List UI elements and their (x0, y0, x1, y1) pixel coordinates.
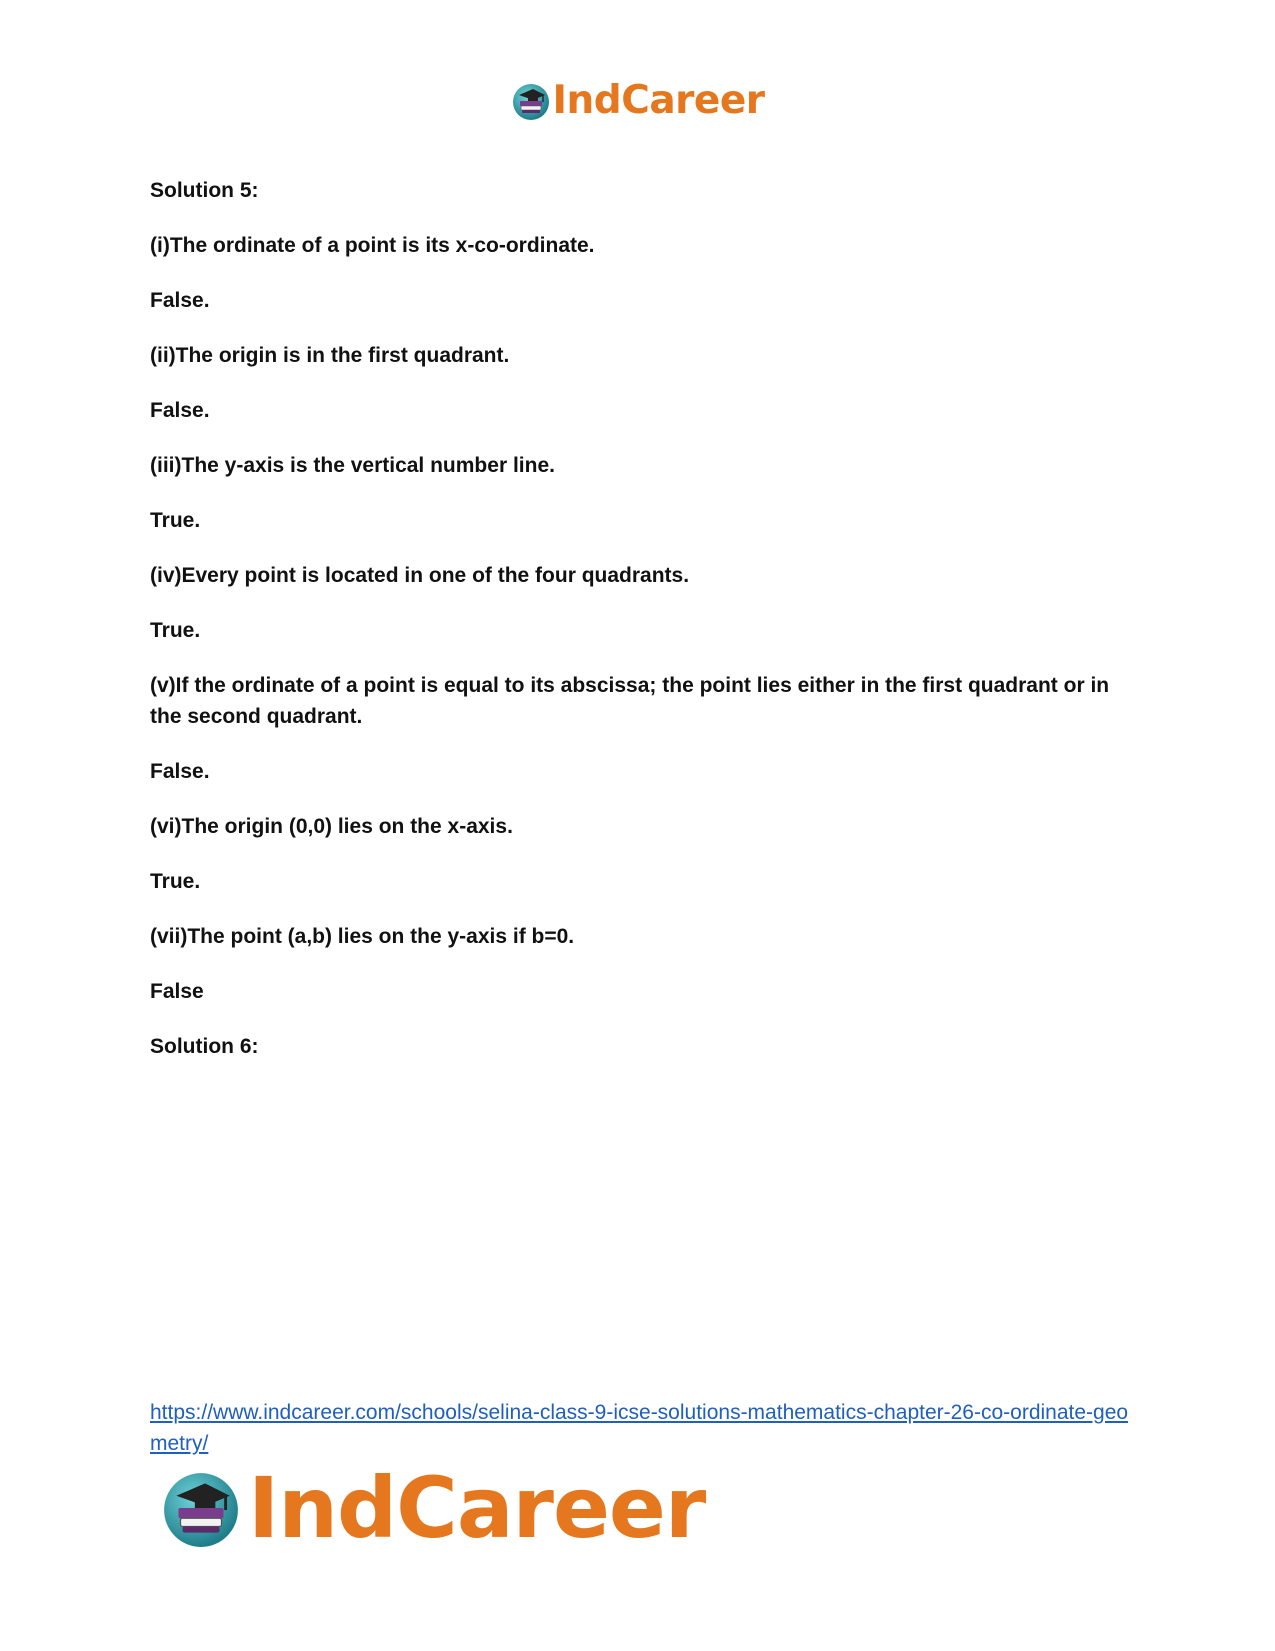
indcareer-logo (160, 1460, 705, 1556)
statement-line: (iv)Every point is located in one of the four quadrants. (150, 564, 690, 587)
answer-line: True. (150, 619, 201, 642)
statement-line: (v)If the ordinate of a point is equal to its abscissa; the point lies either in the first quadrant or in the second quadrant. (150, 674, 1110, 728)
document-content (150, 175, 1110, 1086)
answer-line: False (150, 980, 204, 1003)
logo-text: IndCareer (552, 78, 765, 123)
answer-line: True. (150, 870, 201, 893)
statement-line: (i)The ordinate of a point is its x-co-ordinate. (150, 234, 595, 257)
source-url-link[interactable]: https://www.indcareer.com/schools/selina-class-9-icse-solutions-mathematics-chapter-26-co-ordinate-geometry/ (150, 1401, 1129, 1455)
solution-heading: Solution 5: (150, 179, 259, 202)
answer-line: False. (150, 399, 210, 422)
header-logo (0, 78, 1275, 124)
statement-line: (ii)The origin is in the first quadrant. (150, 344, 510, 367)
answer-line: True. (150, 509, 201, 532)
answer-line: False. (150, 760, 210, 783)
answer-line: False. (150, 289, 210, 312)
statement-line: (vi)The origin (0,0) lies on the x-axis. (150, 815, 513, 838)
logo-text: IndCareer (248, 1459, 706, 1557)
indcareer-logo (511, 78, 765, 124)
statement-line: (iii)The y-axis is the vertical number line. (150, 454, 555, 477)
graduation-cap-books-globe-icon (160, 1467, 242, 1549)
footer-logo (160, 1460, 705, 1556)
solution-heading: Solution 6: (150, 1035, 259, 1058)
statement-line: (vii)The point (a,b) lies on the y-axis if b=0. (150, 925, 575, 948)
graduation-cap-books-globe-icon (511, 81, 551, 121)
